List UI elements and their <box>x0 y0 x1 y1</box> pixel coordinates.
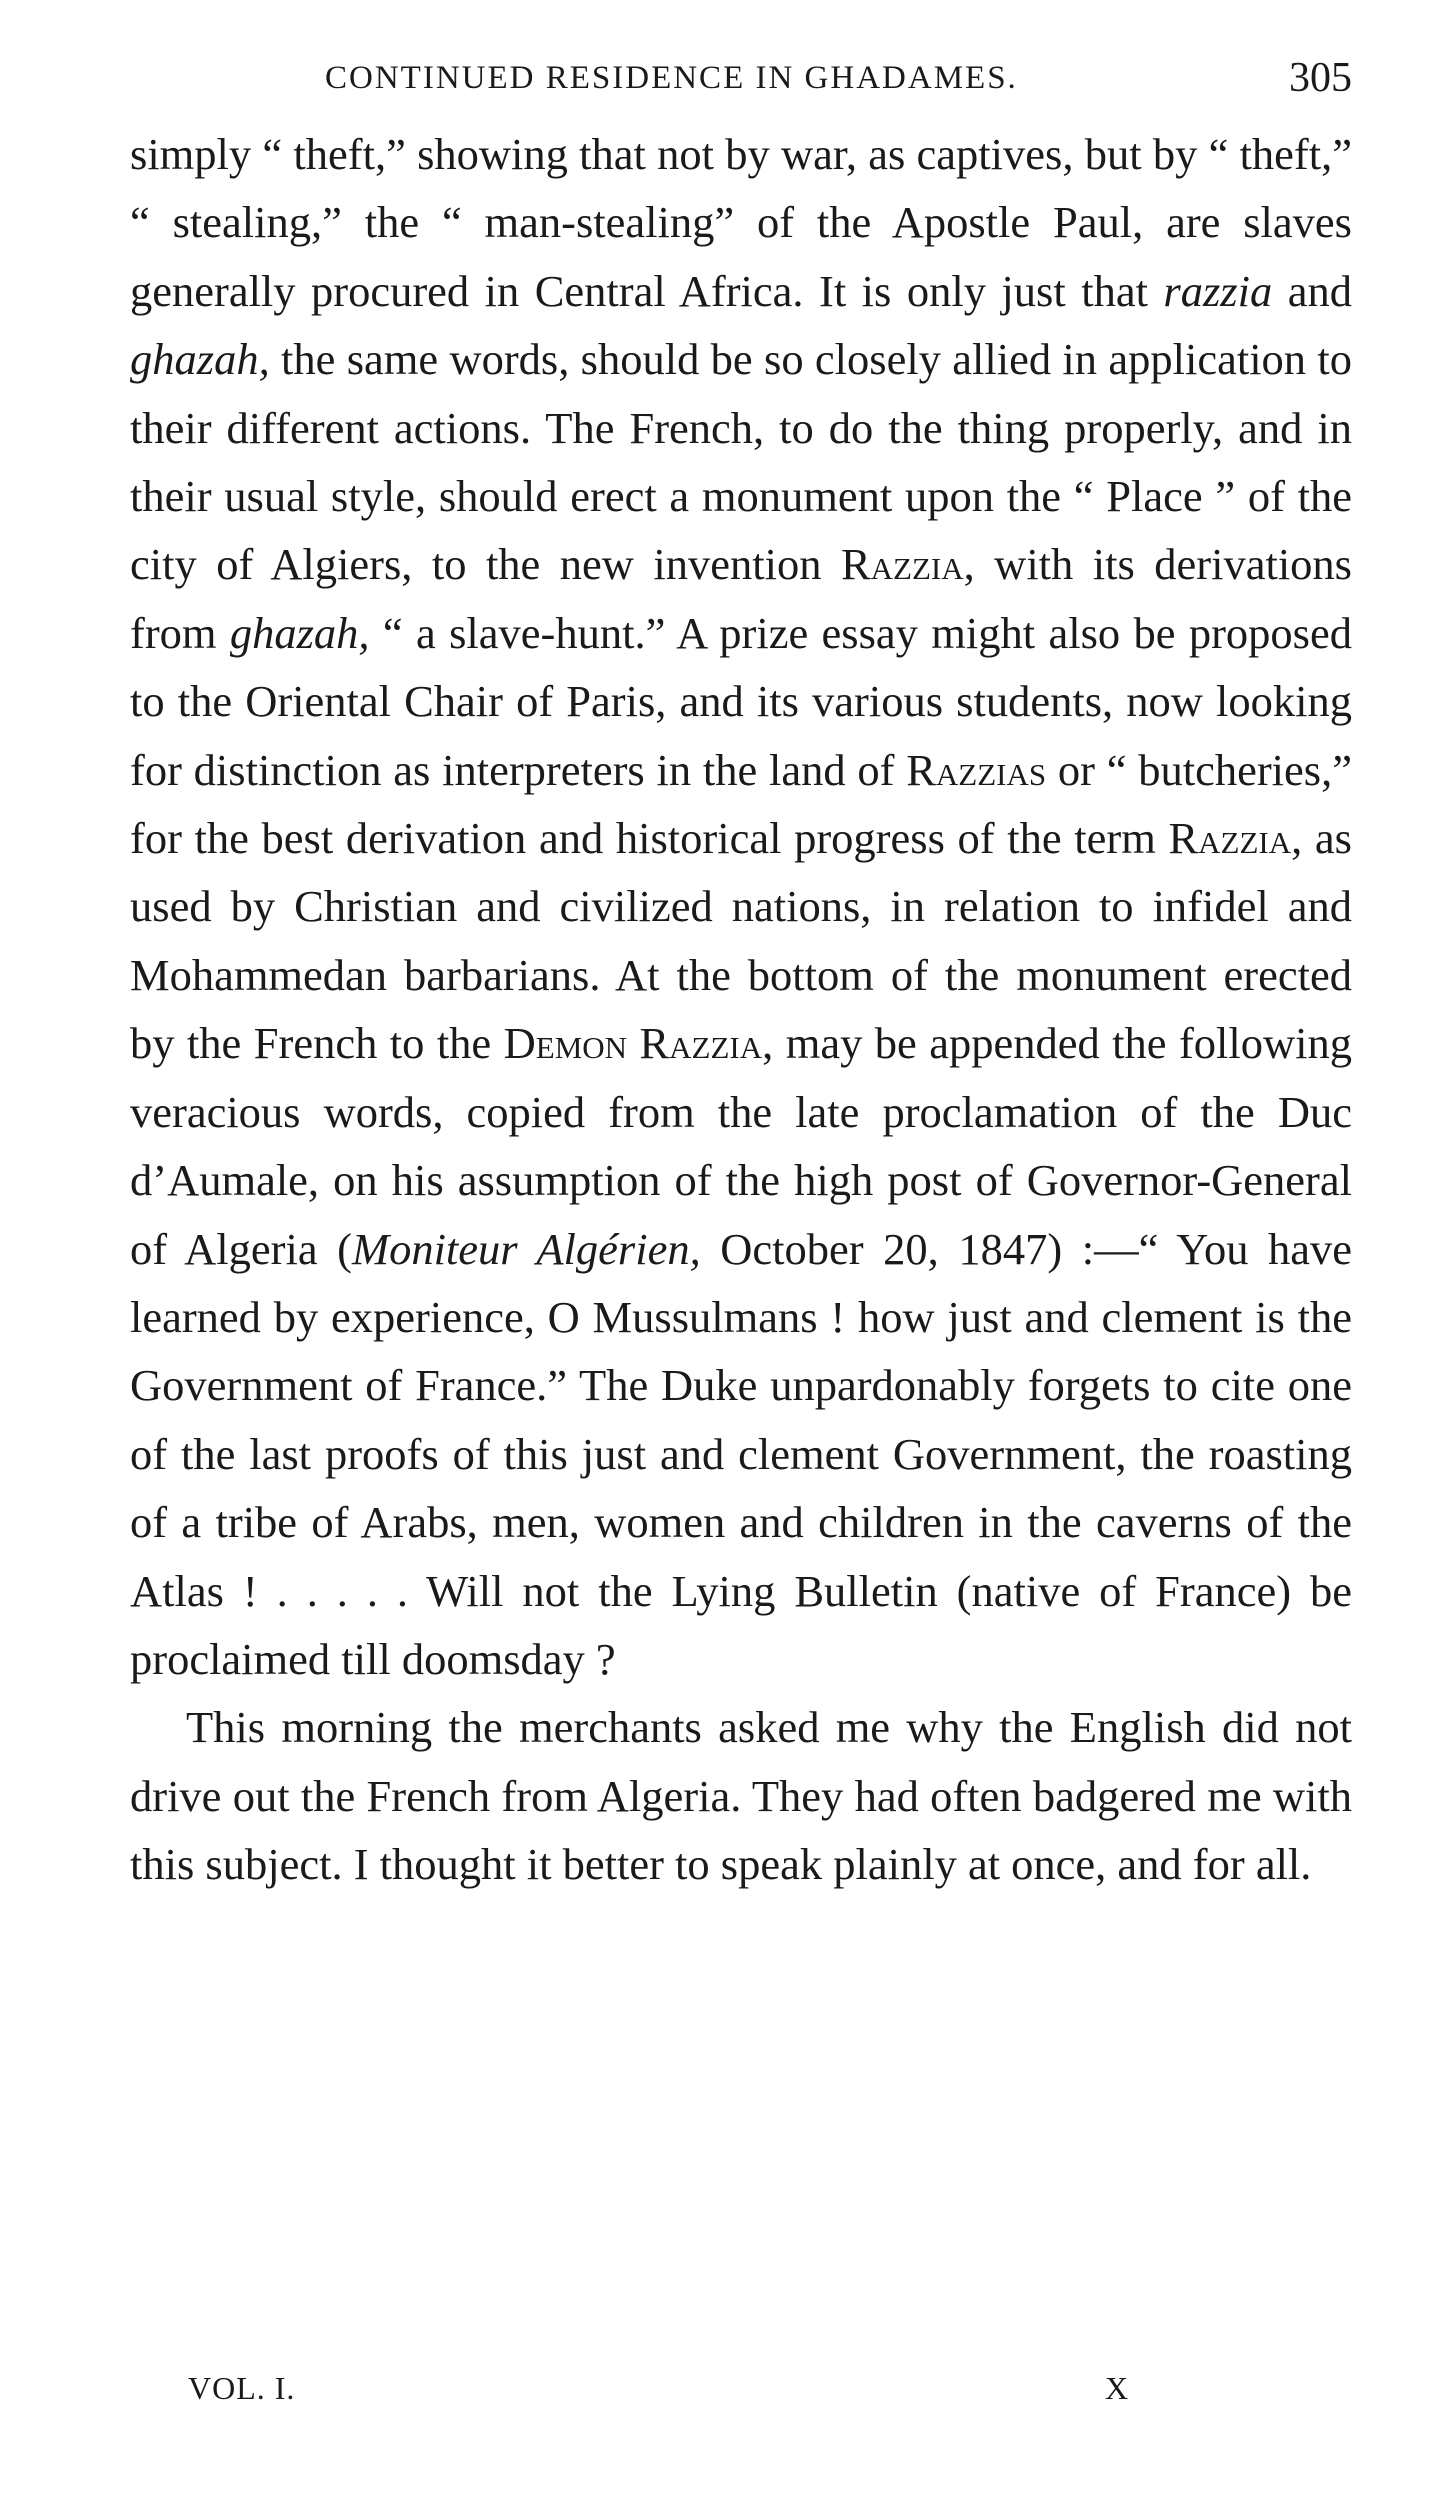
text-run: with its derivations from <box>130 539 1352 658</box>
text-run: October 20, 1847) :—“ You have learned by experience, O Mussulmans ! how just and clement is the Government of France.” The Duke unpardonably forgets to cite one of the last proofs of this just and clement Government, the roasting of a tribe of Arabs, men, women and children in the caverns of the Atlas ! . . . . . Will not the Lying Bulletin (native of France) be proclaimed till doomsday ? <box>130 1223 1353 1684</box>
smallcaps-run: Razzias <box>906 744 1047 795</box>
italic-run: razzia <box>1163 265 1273 316</box>
body-text <box>130 120 1352 1899</box>
paragraph-1 <box>130 120 1352 1693</box>
italic-run: ghazah, <box>130 334 270 385</box>
italic-run: Moniteur Algérien, <box>352 1223 701 1274</box>
smallcaps-run: Demon Razzia, <box>503 1018 774 1069</box>
paragraph-2 <box>130 1693 1352 1898</box>
text-run: may be appended the following veracious words, copied from the late proclamation of the Duc d’Aumale, on his assumption of the high post of Governor-General of Algeria ( <box>130 1018 1353 1274</box>
text-run: simply “ theft,” showing that not by war, as captives, but by “ theft,” “ stealing,” the “ man-stealing” of the Apostle Paul, are slaves generally procured in Central Africa. It is only just that <box>130 129 1352 316</box>
text-run: as used by Christian and civilized nations, in relation to infidel and Mohammedan barbarians. At the bottom of the monument erected by the French to the <box>130 813 1352 1069</box>
text-run: and <box>1272 265 1352 316</box>
smallcaps-run: Razzia, <box>840 539 975 590</box>
running-head-title: CONTINUED RESIDENCE IN GHADAMES. <box>325 60 1018 96</box>
running-head <box>130 40 1352 120</box>
smallcaps-run: Razzia, <box>1168 813 1303 864</box>
text-run: the same words, should be so closely allied in application to their different actions. The French, to do the thing properly, and in their usual style, should erect a monument upon the “ Place ” of the city of Algiers, to the new invention <box>130 334 1352 590</box>
text-run: This morning the merchants asked me why the English did not drive out the French from Algeria. They had often badgered me with this subject. I thought it better to speak plainly at once, and for all. <box>130 1702 1352 1890</box>
italic-run: ghazah, <box>229 607 370 658</box>
text-run: “ a slave-hunt.” A prize essay might also be proposed to the Oriental Chair of Paris, and its various students, now looking for distinction as interpreters in the land of <box>130 607 1352 795</box>
book-page <box>130 40 1352 2460</box>
text-run: or “ butcheries,” for the best derivation and historical progress of the term <box>130 744 1352 864</box>
gathering-signature: X <box>1105 2370 1129 2406</box>
volume-signature: VOL. I. <box>188 2370 296 2406</box>
page-number: 305 <box>1289 55 1352 101</box>
